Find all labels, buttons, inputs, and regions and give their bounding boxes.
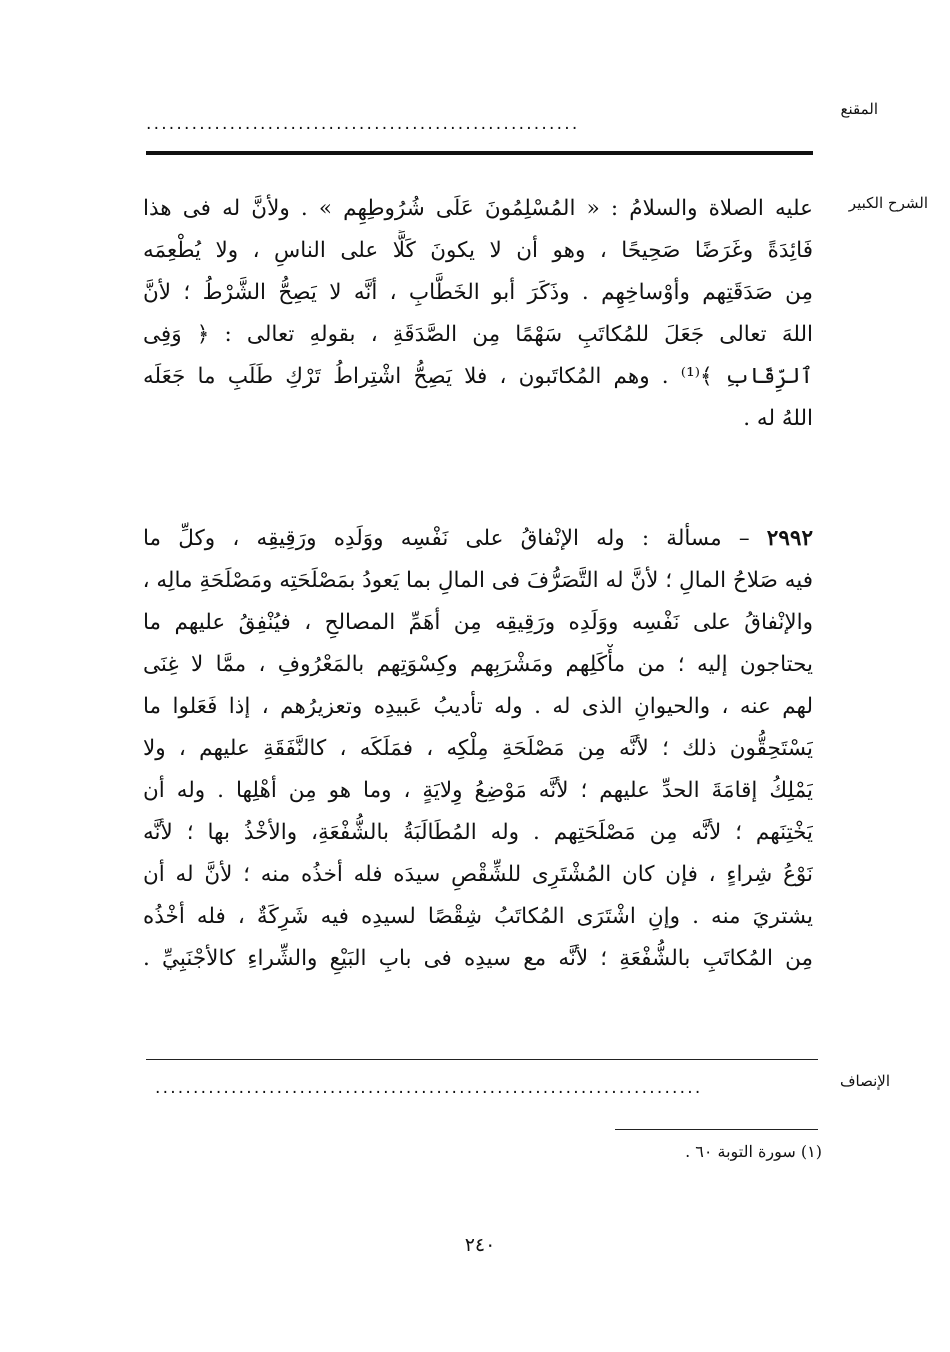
- footnote-rule: [615, 1129, 818, 1130]
- masala-line: يَسْتَحِقُّون ذلك ؛ لأنَّه مِن مَصْلَحَةِ مِلْكِه ، فمَلَكَه ، كالنَّفَقَةِ عليهم ، ولا: [143, 736, 813, 761]
- masala-line: نَوْعُ شِراءٍ ، فإن كان المُشْتَرِى للشِّقْصِ سيدَه فله أخذُه منه ؛ لأنَّ له أن: [143, 862, 813, 887]
- masala-first-line: [143, 518, 813, 560]
- footnote-text: (١) سورة التوبة ٦٠ .: [685, 1142, 822, 1161]
- masala-line: يَخْتِنَهم ؛ لأنَّه مِن مَصْلَحَتِهم . وله المُطَالَبَةُ بالشُّفْعَةِ، والأخْذُ بها ؛ لأنَّه: [143, 820, 813, 845]
- header-dots: .........................................................: [146, 114, 580, 134]
- masala-line: يحتاجون إليه ؛ من مأْكَلِهم ومَشْرَبِهم وكِسْوَتِهم بالمَعْرُوفِ ، ممَّا لا غِنَى: [143, 652, 813, 677]
- sharh-line: ٱلرِّقَابِ ﴾⁽¹⁾ . وهم المُكاتَبون ، فلا يَصِحُّ اشْتِراطُ تَرْكِ طَلَبِ ما جَعَلَه: [143, 364, 813, 389]
- sharh-line: فَائِدَةً وغَرَضًا صَحِيحًا ، وهو أن لا يكونَ كَلًّا على الناسِ ، ولا يُطْعِمَه: [143, 238, 813, 263]
- insaf-label: الإنصاف: [839, 1072, 890, 1090]
- masala-line: فيه صَلاحُ المالِ ؛ لأنَّ له التَّصَرُّفَ فى المالِ بما يَعودُ بمَصْلَحَتِه ومَصْلَحَةِ مالِه ،: [143, 568, 813, 593]
- header-label: المقنع: [840, 100, 878, 118]
- masala-text: [143, 518, 813, 980]
- insaf-rule: [146, 1059, 818, 1060]
- page-number: ٢٤٠: [464, 1234, 496, 1256]
- masala-line: يشتريَ منه . وإنِ اشْتَرَى المُكاتَبُ شِقْصًا لسيدِه فيه شَرِكَةٌ ، فله أخْذُه: [143, 904, 813, 929]
- sharh-line: اللهَ تعالى جَعَلَ للمُكاتَبِ سَهْمًا مِن الصَّدَقَةِ ، بقولهِ تعالى : ﴿ وَفِى: [143, 322, 813, 347]
- sharh-label: الشرح الكبير: [848, 194, 928, 212]
- masala-line: والإنْفاقُ على نَفْسِه ووَلَدِه ورَقِيقِه مِن أهَمِّ المصالحِ ، فيُنْفِقُ عليهم ما: [143, 610, 813, 635]
- header-rule: [146, 151, 813, 155]
- masala-number: ٢٩٩٢: [766, 526, 813, 551]
- sharh-line: اللهُ له .: [743, 406, 813, 431]
- masala-first-line-text: – مسألة : وله الإنْفاقُ على نَفْسِه ووَلَدِه ورَقِيقِه ، وكلِّ ما: [143, 526, 750, 551]
- sharh-text: [143, 188, 813, 440]
- masala-line: يَمْلِكُ إقامَةَ الحدِّ عليهم ؛ لأنَّه مَوْضِعُ وِلايَةٍ ، وما هو مِن أهْلِها . وله أن: [143, 778, 813, 803]
- masala-line: مِن المُكاتَبِ بالشُّفْعَةِ ؛ لأنَّه مع سيدِه فى بابِ البَيْعِ والشِّراءِ كالأجْنَبِيِّ .: [143, 946, 813, 971]
- insaf-dots: ........................................................................: [155, 1078, 703, 1098]
- masala-line: لهم عنه ، والحيوانِ الذى له . وله تأديبُ عَبيدِه وتعزيرُهم ، إذا فَعَلوا ما: [143, 694, 813, 719]
- sharh-line: عليه الصلاة والسلامُ : « المُسْلِمُونَ عَلَى شُرُوطِهِم » . ولأنَّ له فى هذا: [143, 196, 813, 221]
- sharh-line: مِن صَدَقَتِهم وأوْساخِهِم . وذَكَرَ أبو الخَطَّابِ ، أنَّه لا يَصِحُّ الشَّرْطُ ؛ لأنَّ: [143, 280, 813, 305]
